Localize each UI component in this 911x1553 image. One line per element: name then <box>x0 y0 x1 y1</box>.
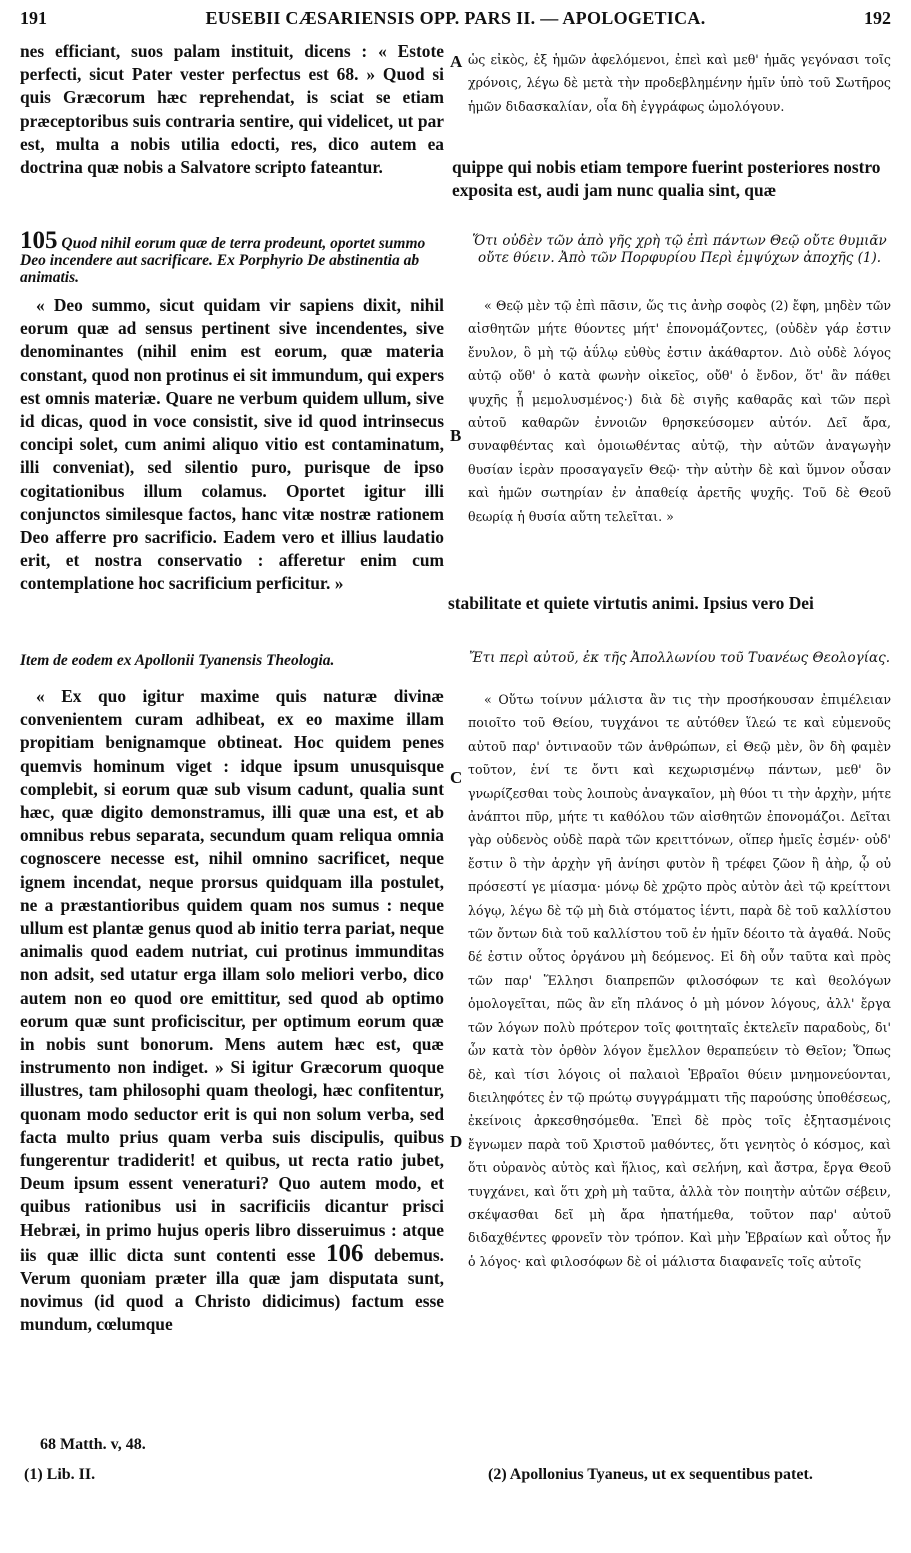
section-105-latin-heading <box>20 227 444 286</box>
apollonius-greek-heading <box>468 650 891 667</box>
margin-marker-b: B <box>450 426 462 445</box>
footnote-matth: 68 Matth. v, 48. <box>40 1436 146 1453</box>
latin-paragraph-apollonius <box>20 685 444 1337</box>
latin-continuation-105-text: stabilitate et quiete virtutis animi. Ipsius vero Dei <box>448 593 814 613</box>
latin-column-block1 <box>20 40 444 179</box>
latin-apollonius-end-pre: esse <box>286 1244 316 1265</box>
page-number-left: 191 <box>20 8 47 28</box>
greek-heading-105: Ὅτι οὐδὲν τῶν ἀπὸ γῆς χρὴ τῷ ἐπὶ πάντων Θεῷ οὔτε θυμιᾶν οὔτε θύειν. Ἀπὸ τῶν Πορφυρίου Περὶ ἐμψύχων ἀποχῆς (1). <box>472 233 887 266</box>
latin-apollonius-end-post: debemus. Verum quoniam præter illa quæ jam disputata sunt, novimus (id quod a Christo didicimus) factum esse mundum, cœlumque <box>20 1244 444 1335</box>
section-number-105: 105 <box>20 227 58 254</box>
latin-paragraph-opening: nes efficiant, suos palam instituit, dicens : « Estote perfecti, sicut Pater vester perfectus est 68. » Quod si quis Græcorum hæc reprehendat, is sciat se etiam præceptoribus suis contraria sentire, qui videlicet, ut par est, multa a nobis utilia edocti, res, dico autem ea doctrina quæ nobis a Salvatore scripto fateantur. <box>20 41 444 178</box>
apollonius-latin-text <box>20 685 444 1337</box>
apollonius-latin-heading <box>20 652 444 669</box>
greek-heading-apollonius: Ἔτι περὶ αὐτοῦ, ἐκ τῆς Ἀπολλωνίου τοῦ Τυανέως Θεολογίας. <box>469 650 890 666</box>
section-105-greek-heading <box>468 233 891 267</box>
latin-continuation-105 <box>448 592 891 615</box>
apollonius-greek-text <box>468 688 891 1273</box>
margin-marker-d: D <box>450 1132 463 1151</box>
latin-continuation-line <box>452 156 892 202</box>
latin-apollonius-body: « Ex quo igitur maxime quis naturæ divinæ convenientem curam adhibeat, ex eo maxime illam propitiam benignamque obtineat. Hoc quidem penes quemvis hominum viget : idque ipsum unusquisque complebit, si eorum quæ sub visum cadunt, qualia sunt hæc, quæ digito demonstramus, illi quæ una est, et ab omnibus rebus separata, secundum quam reliqua omnia cognoscere necesse est, nihil omnino sacrificet, neque ignem incendat, neque prorsus quidquam illa postulet, ne a præstantioribus quidem quam nos sumus : neque ullum est plantæ genus quod ab initio terra pariat, neque animalis quod eadem nutriat, cui protinus immunditas non adsit, sed utatur erga illam solo meliori verbo, dico autem non eo quod ore emittitur, sed quod ab optimo eorum quæ sunt proficiscitur, per optimum eorum quæ in nobis sunt bonorum. Mens autem hæc est, quæ instrumento non indiget. » Si igitur Græcorum quoque illustres, tam philosophi quam theologi, hæc confitentur, quonam modo seductor erit is qui non solum verba, sed facta multo prius quam verba suis discipulis, quibus fungerentur tradiderit! et quibus, ut recta ratio jubet, Deum ipsum essent veneraturi? Quo autem modo, et quibus rationibus usi in sacrificiis dicantur prisci Hebræi, in primo hujus operis libro disseruimus : atque iis quæ illic dicta sunt contenti <box>20 686 444 1265</box>
latin-continuation-text: quippe qui nobis etiam tempore fuerint posteriores nostro exposita est, audi jam nunc qualia sint, quæ <box>452 157 881 201</box>
running-header <box>20 8 891 34</box>
greek-column-block1 <box>468 48 891 118</box>
latin-heading-105: Quod nihil eorum quæ de terra prodeunt, oportet summo Deo incendere aut sacrificare. Ex Porphyrio De abstinentia ab animatis. <box>20 235 426 286</box>
section-105-latin-text <box>20 294 444 596</box>
footnote-2: (2) Apollonius Tyaneus, ut ex sequentibus patet. <box>488 1466 813 1483</box>
greek-paragraph-opening: ὡς εἰκὸς, ἐξ ἡμῶν ἀφελόμενοι, ἐπεὶ καὶ μεθ' ἡμᾶς γεγόνασι τοῖς χρόνοις, λέγω δὲ μετὰ τὴν προδεβλημένην ἡμῖν ὑπὸ τοῦ Σωτῆρος ἡμῶν διδασκαλίαν, οἷα δὴ ἐγγράφως ὡμολόγουν. <box>468 52 891 114</box>
page-number-right: 192 <box>864 8 891 28</box>
greek-paragraph-apollonius: « Οὕτω τοίνυν μάλιστα ἂν τις τὴν προσήκουσαν ἐπιμέλειαν ποιοῖτο τοῦ Θείου, τυγχάνοι τε αὐτόθεν ἵλεώ τε καὶ εὐμενοῦς αὐτοῦ παρ' ὁντιναοῦν τῶν ἀνθρώπων, εἰ Θεῷ μὲν, ὃν δὴ φαμὲν τοῦτον, ἑνί τε ὄντι καὶ κεχωρισμένῳ πάντων, μεθ' ὃν γνωρίζεσθαι τοὺς λοιποὺς ἀναγκαῖον, μὴ θύοι τι τὴν ἀρχὴν, μήτε ἀνάπτοι πῦρ, μήτε τι καθόλου τῶν αἰσθητῶν ἐπονομάζοι. Δεῖται γὰρ οὐδενὸς οὐδὲ παρὰ τῶν κρειττόνων, οἵπερ ἡμεῖς ἐσμέν· οὐδ' ἔστιν ὃ τὴν ἀρχὴν γῆ ἀνίησι φυτὸν ἢ τρέφει ζῶον ἢ ἀὴρ, ᾧ οὐ πρόσεστί γε μίασμα· μόνῳ δὲ χρῷτο πρὸς αὐτὸν ἀεὶ τῷ κρείττονι λόγῳ, λέγω δὲ τῷ μὴ διὰ στόματος ἰέντι, παρὰ δὲ τοῦ καλλίστου τῶν ὄντων διὰ τοῦ καλλίστου τοῦ ἐν ἡμῖν δέοιτο τὰ ἀγαθά. Νοῦς δέ ἐστιν οὗτος ὀργάνου μὴ δεόμενος. Εἰ δὴ οὖν ταῦτα καὶ πρὸς τῶν παρ' Ἕλλησι διαπρεπῶν φιλοσόφων τε καὶ θεολόγων ὁμολογεῖται, πῶς ἂν εἴη πλάνος ὁ μὴ μόνον λόγους, ἀλλ' ἔργα τῶν λόγων πολὺ πρότερον τοῖς φοιτηταῖς ἐκτελεῖν παραδοὺς, δι' ὧν κατὰ τὸν ὀρθὸν λόγον ἔμελλον θεραπεύειν τὸ Θεῖον; Ὅπως δὲ, καὶ τίσι λόγοις οἱ παλαιοὶ Ἑβραῖοι θύειν μνημονεύονται, διειληφότες ἐν τῷ πρώτῳ συγγράμματι τῆς παρούσης ὑποθέσεως, ἐκείνοις ἀρκεσθησόμεθα. Ἐπεὶ δὲ πρὸς τοῖς ἐξητασμένοις ἔγνωμεν παρὰ τοῦ Χριστοῦ μαθόντες, ὅτι γενητὸς ὁ κόσμος, καὶ ὅτι οὐρανὸς αὐτὸς καὶ ἥλιος, καὶ σελήνη, καὶ ἄστρα, ἔργα Θεοῦ τυγχάνει, καὶ ὅτι χρὴ μὴ ταῦτα, ἀλλὰ τὸν ποιητὴν αὐτῶν σέβειν, σκέψασθαι δεῖ μὴ ἄρα ἠπατήμεθα, τοῦτον παρ' αὐτοῦ διδαχθέντες φρονεῖν τὸν τρόπον. Καὶ μὴν Ἑβραίων καὶ οὗτος ἦν ὁ λόγος· καὶ φιλοσόφων δὲ οἱ μάλιστα διαφανεῖς τοῖς αὐτοῖς <box>468 692 891 1269</box>
latin-heading-apollonius: Item de eodem ex Apollonii Tyanensis Theologia. <box>20 652 335 669</box>
margin-marker-a: A <box>450 52 463 71</box>
section-105-greek-text <box>468 294 891 528</box>
footnote-1: (1) Lib. II. <box>24 1466 96 1483</box>
running-title: EUSEBII CÆSARIENSIS OPP. PARS II. — APOLOGETICA. <box>205 8 706 28</box>
latin-paragraph-porphyry: « Deo summo, sicut quidam vir sapiens dixit, nihil eorum quæ ad sensus pertinent sive incendentes, sive denominantes (nihil enim est eorum, quæ materia constant, quod non protinus ei sit immundum, qui expers est omnis materiæ. Quare ne verbum quidem ullum, sive id dicas, quod in voce consistit, sive id quod intrinsecus concipi solet, cum animi aliquo vitio est contaminatum, illi conveniat), sed silentio puro, purisque de ipso cogitationibus illum colamus. Oportet igitur illi conjunctos similesque factos, hanc vitæ nostræ rationem Deo afferre pro sacrificio. Eadem vero et illius laudatio erit, et nostra conservatio : afferetur enim cum contemplatione hoc sacrificium perficitur. » <box>20 295 444 594</box>
greek-paragraph-porphyry: « Θεῷ μὲν τῷ ἐπὶ πᾶσιν, ὥς τις ἀνὴρ σοφὸς (2) ἔφη, μηδὲν τῶν αἰσθητῶν μήτε θύοντες μήτ' ἐπονομάζοντες, (οὐδὲν γάρ ἐστιν ἔνυλον, ὃ μὴ τῷ ἀΰλῳ εὐθὺς ἐστιν ἀκάθαρτον. Διὸ οὐδὲ λόγος αὐτῷ οὔθ' ὁ κατὰ φωνὴν οἰκεῖος, οὔθ' ὁ ἔνδον, ὅτ' ἂν πάθει ψυχῆς ᾖ μεμολυσμένος·) διὰ δὲ σιγῆς καθαρᾶς καὶ τῶν περὶ αὐτοῦ καθαρῶν ἐννοιῶν θρησκεύσομεν αὐτόν. Δεῖ ἄρα, συναφθέντας καὶ ὁμοιωθέντας αὐτῷ, τὴν αὑτῶν ἀναγωγὴν θυσίαν ἱερὰν προσαγαγεῖν Θεῷ· τὴν αὐτὴν δὲ καὶ ὕμνον οὖσαν καὶ ἡμῶν σωτηρίαν ἐν ἀπαθείᾳ ἀρετῆς ψυχῆς. Τοῦ δὲ Θεοῦ θεωρίᾳ ἡ θυσία αὕτη τελεῖται. » <box>468 298 891 524</box>
margin-marker-c: C <box>450 768 463 787</box>
section-number-106: 106 <box>325 1239 364 1267</box>
